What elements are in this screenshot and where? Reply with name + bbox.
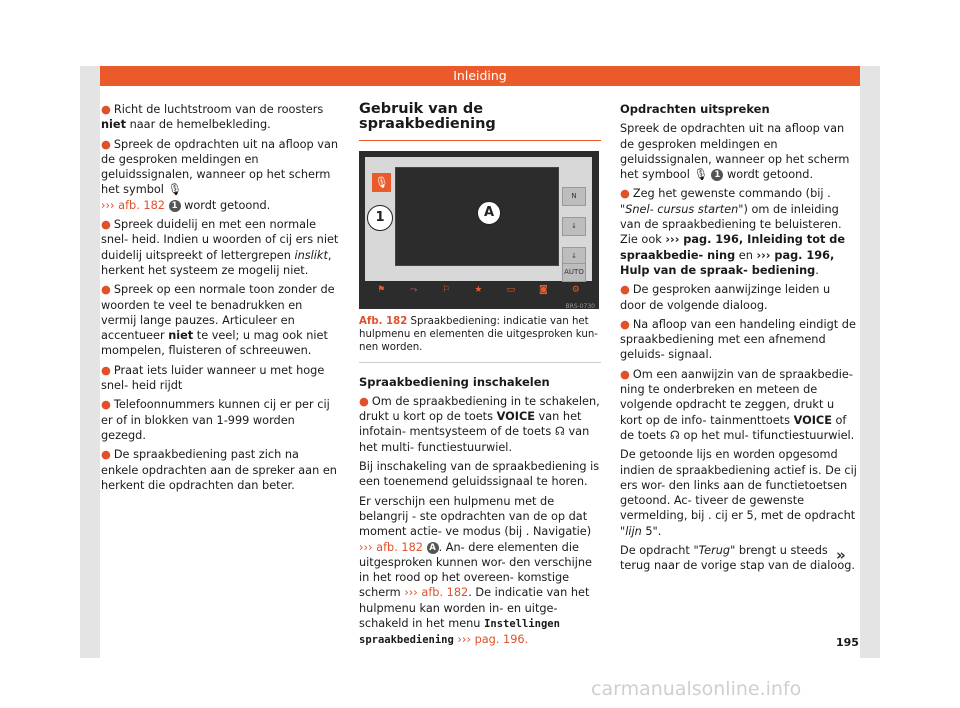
list-item: ● Spreek duidelij en met een normale snel- heid. Indien u woorden of cij ers niet duidelij uitspreekt of lettergrepen inslikt, herkent het systeem ze mogelij niet.	[101, 218, 339, 277]
list-item: ● Na afloop van een handeling eindigt de spraakbediening met een afnemend geluids- signaal.	[620, 317, 856, 362]
infotainment-screen	[365, 157, 592, 281]
microphone-icon: 🎙	[167, 183, 182, 197]
destination-icon: ⚐	[442, 284, 451, 295]
figure-code: BRS-0730	[565, 302, 595, 309]
bullet-icon: ●	[620, 283, 630, 297]
paragraph: De getoonde lijs en worden opgesomd indien de spraakbediening actief is. De cij ers wor- den links aan de functietoetsen getoond. Ac- tiveer de gewenste vermelding, bij . cij er 5, met de opdracht "lijn 5".	[620, 448, 857, 538]
bullet-icon: ●	[101, 363, 111, 377]
paragraph: Bij inschakeling van de spraakbediening is een toenemend geluidssignaal te horen.	[359, 460, 600, 489]
settings-icon: ⚙	[571, 284, 580, 295]
chapter-header: Inleiding	[100, 66, 860, 86]
list-item: ● Spreek op een normale toon zonder de woorden te veel te benadrukken en vermij lange pauzes. Articuleer en accentueer niet te veel; u mag ook niet mompelen, fluisteren of schreeuwen.	[101, 283, 335, 358]
paragraph: De opdracht "Terug" brengt u steeds terug naar de vorige stap van de dialoog.	[620, 544, 856, 573]
callout-1: 1	[367, 205, 393, 231]
bullet-icon: ●	[620, 317, 630, 331]
continue-arrow: »	[836, 546, 846, 564]
side-button-arrow: ↓	[562, 217, 586, 236]
subsection-title: Spraakbediening inschakelen	[359, 374, 550, 389]
bullet-icon: ●	[101, 218, 111, 232]
route-icon: ⤳	[410, 284, 418, 295]
column-left	[101, 102, 339, 497]
list-item: ● De spraakbediening past zich na enkele opdrachten aan de spreker aan en herkent die opdrachten dan beter.	[101, 448, 337, 492]
callout-letter: A	[427, 542, 439, 554]
bullet-icon: ●	[101, 103, 111, 116]
side-button-arrow: ↓	[562, 247, 586, 266]
figure-link[interactable]: ››› afb. 182	[359, 540, 423, 554]
column-middle	[359, 102, 601, 653]
bullet-icon: ●	[101, 137, 111, 151]
figure-voice-control	[359, 151, 599, 309]
radio-icon: ◙	[538, 284, 548, 295]
subsection-title: Opdrachten uitspreken	[620, 102, 770, 116]
car-icon: ▭	[506, 284, 516, 295]
bullet-icon: ●	[101, 398, 111, 412]
voice-key-icon: VOICE	[496, 410, 535, 424]
bullet-icon: ●	[620, 367, 630, 381]
voice-key-icon: VOICE	[793, 413, 832, 427]
side-button-top: N	[562, 187, 586, 206]
watermark: carmanualsonline.info	[591, 678, 802, 700]
list-item: ● Telefoonnummers kunnen cij er per cij er of in blokken van 1-999 worden gezegd.	[101, 398, 330, 442]
section-title: Gebruik van de spraakbediening	[359, 102, 601, 141]
favorite-icon: ★	[474, 284, 483, 295]
bullet-icon: ●	[620, 187, 630, 201]
list-item: ● De gesproken aanwijzinge leiden u door de volgende dialoog.	[620, 283, 831, 312]
microphone-icon: 🎙	[693, 168, 708, 182]
figure-link[interactable]: ››› afb. 182	[404, 586, 469, 600]
callout-number: 1	[169, 200, 181, 212]
list-item: ● Praat iets luider wanneer u met hoge snel- heid rijdt	[101, 363, 325, 393]
voice-wheel-icon: ☊	[554, 425, 565, 439]
voice-wheel-icon: ☊	[669, 428, 680, 442]
list-item: ● Zeg het gewenste commando (bij . "Snel- cursus starten") om de inleiding van de spraakbediening te beluisteren. Zie ook ››› pag. 196, Inleiding tot de spraakbedie- ning en ››› pag. 196, Hulp van de spraak- bediening.	[620, 187, 846, 277]
callout-number: 1	[711, 169, 723, 181]
page-link[interactable]: ››› pag. 196.	[453, 633, 529, 647]
callout-a: A	[477, 201, 501, 225]
microphone-icon: 🎙	[372, 173, 391, 192]
bullet-icon: ●	[101, 283, 111, 297]
menu-path: Instellingen spraakbediening	[359, 618, 560, 647]
function-bar	[365, 283, 592, 297]
page-link[interactable]: ››› pag. 196, Inleiding tot de spraakbedie- ning	[620, 233, 846, 262]
paragraph: Spreek de opdrachten uit na afloop van de gesproken meldingen en geluidssignalen, wanneer op het scherm het symbool 🎙 1 wordt getoond.	[620, 122, 850, 182]
list-item: ● Spreek de opdrachten uit na afloop van de gesproken meldingen en geluidssignalen, wanneer op het scherm het symbol 🎙 ››› afb. 182 1 wordt getoond.	[101, 137, 339, 212]
bullet-icon: ●	[359, 394, 369, 408]
side-button-auto: AUTO	[562, 263, 586, 282]
list-item: ● Om een aanwijzin van de spraakbedie- ning te onderbreken en meteen de volgende opdracht te zeggen, drukt u kort op de info- tainmenttoets VOICE of de toets ☊ op het mul- tifunctiestuurwiel.	[620, 367, 855, 442]
figure-caption: Afb. 182 Spraakbediening: indicatie van het hulpmenu en elementen die uitgesproken kun- nen worden.	[359, 315, 601, 363]
figure-link[interactable]: ››› afb. 182	[101, 198, 165, 212]
page-link[interactable]: ››› pag. 196, Hulp van de spraak- bediening	[620, 248, 835, 277]
paragraph: ● Om de spraakbediening in te schakelen, drukt u kort op de toets VOICE van het infotain- mentsysteem of de toets ☊ van het multi- functiestuurwiel.	[359, 394, 600, 454]
column-right	[620, 102, 858, 578]
list-item: ● Richt de luchtstroom van de roosters niet naar de hemelbekleding.	[101, 103, 324, 132]
paragraph: Er verschijn een hulpmenu met de belangrij - ste opdrachten van de op dat moment actie- ve modus (bij . Navigatie) ››› afb. 182 A . An- dere elementen die uitgesproken kunnen wor- den verschijne in het rood op het overeen- komstige scherm ››› afb. 182. De indicatie van het hulpmenu kan worden in- en uitge- schakeld in het menu Instellingen spraakbediening ››› pag. 196.	[359, 494, 592, 647]
bullet-icon: ●	[101, 448, 111, 462]
flag-icon: ⚑	[377, 284, 386, 295]
page-number: 195	[836, 636, 859, 649]
